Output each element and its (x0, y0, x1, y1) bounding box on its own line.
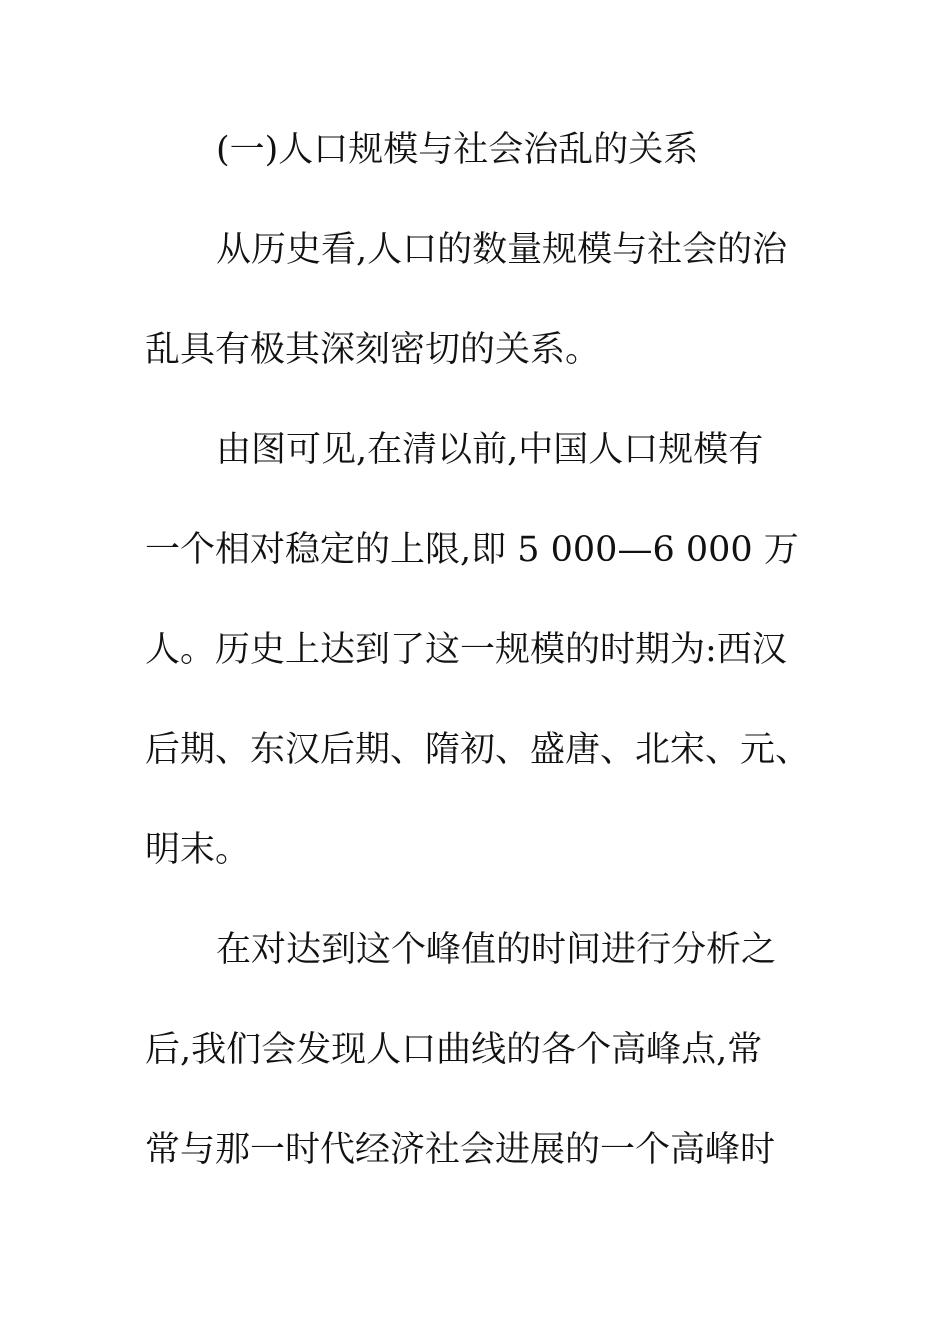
section-heading: (一)人口规模与社会治乱的关系 (216, 130, 699, 170)
paragraph-2-line-5: 明末。 (145, 830, 251, 870)
paragraph-3-line-1: 在对达到这个峰值的时间进行分析之 (216, 930, 777, 970)
paragraph-2-line-4: 后期、东汉后期、隋初、盛唐、北宋、元、 (145, 730, 811, 770)
paragraph-2-line-2: 一个相对稳定的上限,即 5 000—6 000 万 (145, 530, 799, 570)
paragraph-2-line-3: 人。历史上达到了这一规模的时期为:西汉 (145, 630, 787, 670)
paragraph-3-line-3: 常与那一时代经济社会进展的一个高峰时 (145, 1130, 776, 1170)
paragraph-1-line-2: 乱具有极其深刻密切的关系。 (145, 330, 601, 370)
paragraph-1-line-1: 从历史看,人口的数量规模与社会的治 (216, 230, 788, 270)
paragraph-2-line-1: 由图可见,在清以前,中国人口规模有 (216, 430, 764, 470)
paragraph-3-line-2: 后,我们会发现人口曲线的各个高峰点,常 (145, 1030, 763, 1070)
